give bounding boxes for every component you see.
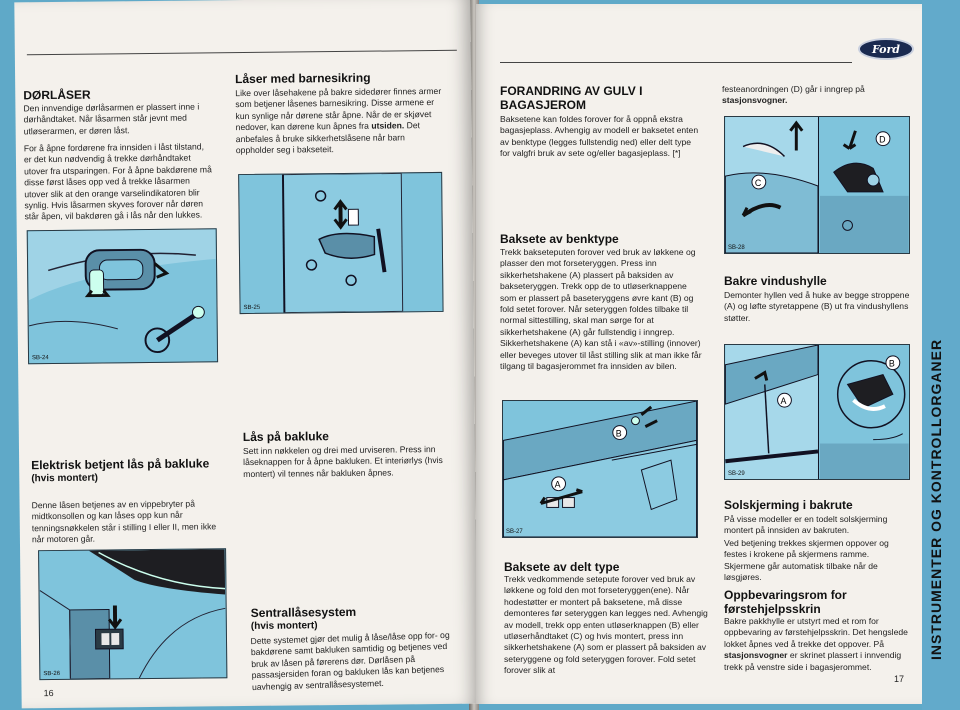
paragraph: Dette systemet gjør det mulig å låse/låse opp for- og bakdørene samt bakluken samtidig og betjenes ved bruk av låsen på førerens dør. Dørlåsen på passasjersiden foran og bakluken lås kan betjenes uavhengig av sentrallåsesystemet. [250,629,450,692]
heading-benktype: Baksete av benktype [500,232,619,246]
figure-sb-24 [27,228,218,364]
paragraph: Trekk vedkommende setepute forover ved bruk av løkkene og fold den mot forseteryggen(ene). Når hodestøtter er montert på baksetene, må disse demonteres før seteryggen kan legges ned. Avhengig av modell, trekk opp enten utløserknappen (B) eller utløserhåndtaket (C) og hvis montert, press inn sikkerhetshakene (A) som er plassert på baksiden av seteryggene og fold seteryggen forover. Fold setet forover slik at [504,574,708,676]
figure-caption: SB-26 [43,670,61,678]
heading-forandring: FORANDRING AV GULV I BAGASJEROM [500,84,643,112]
callout-a: A [780,396,787,407]
paragraph: Denne låsen betjenes av en vippebryter på midtkonsollen og kan låses opp kun når tenningsnøkkelen står i stilling I eller II, men ikke når motoren går. [31,498,217,545]
heading-vindushylle: Bakre vindushylle [724,274,827,288]
heading-delt-type: Baksete av delt type [504,560,620,574]
top-rule [500,62,852,63]
paragraph-continued: festeanordningen (D) går i inngrep på stasjonsvogner. [722,84,865,106]
heading-forstehjelp: Oppbevaringsrom for førstehjelpsskrin [724,588,847,616]
figure-sb-28 [724,116,910,254]
paragraph: Demonter hyllen ved å huke av begge stroppene (A) og løfte styretappene (B) ut fra vindushyllens støtter. [724,290,910,323]
paragraph: På visse modeller er en todelt solskjerming montert på innsiden av bakruten. [724,514,888,536]
heading-las-pa-bakluke: Lås på bakluke [242,429,329,445]
page-number: 17 [894,674,905,684]
figure-sb-26 [38,548,227,680]
paragraph: Trekk bakseteputen forover ved bruk av løkkene og plasser den mot forseteryggen. Press inn sikkerhetshakene (A) plassert på baksiden av bakseteryggen. Trekk opp de to utløserknappene som er plassert på baseteryggens øvre kant (B) og fold setet forover. Når seteryggen foldes tilbake til normal sittestilling, skal man sørge for at sikkerhetshakene (A) går fullstendig i inngrep. Sikkerhetshakene (A) kan stå i «av»-stilling (innover) eller beveges utover til låst stilling slik at man ikke får tilgang til bagasjerommet fra innsiden av bilen. [500,247,702,372]
callout-b: B [888,358,895,369]
heading-solskjerming: Solskjerming i bakrute [724,498,853,512]
callout-c: C [754,177,762,188]
figure-caption: SB-28 [728,245,745,251]
callout-b: B [615,428,622,439]
ford-logo: Ford [858,38,914,60]
figure-caption: SB-25 [243,304,261,312]
callout-a: A [554,479,561,490]
figure-sb-25 [238,172,443,314]
side-tab-label: INSTRUMENTER OG KONTROLLORGANER [928,338,944,660]
heading-barnesikring: Låser med barnesikring [235,70,371,87]
left-page [14,0,477,708]
paragraph: Ved betjening trekkes skjermen oppover og festes i krokene på skjermens ramme. Skjermene går automatisk tilbake når de løsgjøres. [724,538,889,583]
heading-dorlaser: DØRLÅSER [23,87,91,103]
heading-sentrallasesystem: Sentrallåsesystem (hvis montert) [250,604,357,632]
side-tab [922,0,960,710]
callout-d: D [879,134,886,145]
right-page [476,4,922,704]
figure-caption: SB-27 [506,529,523,535]
figure-sb-29 [724,344,910,480]
top-rule [27,50,457,56]
figure-caption: SB-29 [728,471,745,477]
page-number: 16 [43,688,54,699]
paragraph: For å åpne fordørene fra innsiden i låst tilstand, er det kun nødvendig å trekke dørhåndtaket utover fra utsparingen. For å åpne bakdørene må disse først låses opp ved å trekke låsarmen utover slik at den orange varselindikatoren blir synlig. Hvis låsarmen skyves forover når døren står åpen, vil bakdøren gå i lås når den lukkes. [23,141,212,222]
figure-sb-27 [502,400,698,538]
heading-elektrisk-las: Elektrisk betjent lås på bakluke (hvis montert) [31,456,210,485]
paragraph: Den innvendige dørlåsarmen er plassert inne i dørhåndtaket. Når låsarmen står jevnt med utløserarmen, er døren låst. [23,101,200,137]
paragraph: Sett inn nøkkelen og drei med urviseren. Press inn låseknappen for å åpne bakluken. Et interiørlys (hvis montert) vil tennes når bakluken åpnes. [242,444,443,479]
figure-caption: SB-24 [32,355,49,362]
paragraph: Baksetene kan foldes forover for å oppnå ekstra bagasjeplass. Avhengig av modell er baksetet enten av benktype (legges fullstendig ned) eller delt type for valgfri bruk av sete og/eller bagasjeplass. [*] [500,114,699,159]
paragraph: Like over låsehakene på bakre sidedører finnes armer som betjener låsenes barnesikring. Disse armene er kun synlige når dørene står åpne. Når de er skjøvet nedover, kan dørene kun åpnes fra utsiden. Det anbefales å bruke sikkerhetslåsene når barn oppholder seg i bakseteit. [235,85,442,156]
paragraph: Bakre pakkhylle er utstyrt med et rom for oppbevaring av førstehjelpsskrin. Det hengslede lokket åpnes ved å trekke det oppover. På stasjonsvogner er skrinet plassert i innvendig trekk på venstre side i bagasjerommet. [724,616,908,672]
